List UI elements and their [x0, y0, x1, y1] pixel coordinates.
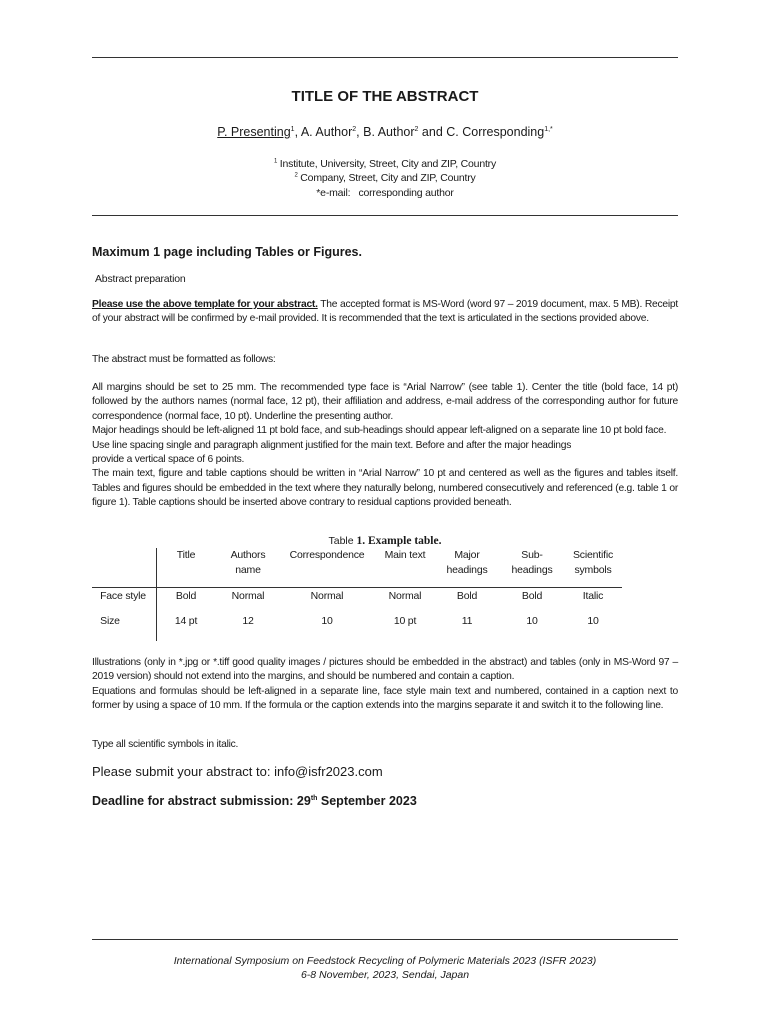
table-cell: 10 — [526, 615, 538, 627]
table-row-label-size: Size — [100, 615, 120, 627]
paragraph-italic-note: Type all scientific symbols in italic. — [92, 739, 239, 750]
table-header-title: Title — [176, 549, 196, 561]
table-header-main-text: Main text — [384, 549, 426, 561]
table-caption: Table 1. Example table. — [328, 535, 442, 547]
affiliation-1: $^1$ Institute, University, Street, City and ZIP, Country — [273, 158, 497, 170]
table-cell: Normal — [231, 590, 265, 602]
paragraph-format-intro: The abstract must be formatted as follows: — [92, 354, 276, 365]
table-header-authors: Authors name — [230, 549, 266, 576]
paragraph-format-rules: All margins should be set to 25 mm. The recommended type face is “Arial Narrow” (see table 1). Center the title (bold face, 14 pt) followed by the authors names (normal face, 12 pt), their affiliation and address, e-mail address of the corresponding author for future correspondence (normal face, 10 pt). Underline the presenting author. Major headings should be left-aligned 11 pt bold face, and sub-headings should appear left-aligned on a separate line 10 pt bold face. Use line spacing single and paragraph alignment justified for the main text. Before and after the major headings provide a vertical space of 6 points. The main text, figure and table captions should be written in “Arial Narrow” 10 pt and centered as well as the figures and tables itself. Tables and figures should be embedded in the text where they naturally belong, numbered consecutively and referenced (e.g. table 1 or figure 1). Table captions should be inserted above contrary to residual captions provided beneath. — [92, 382, 678, 509]
table-row-label-face-style: Face style — [100, 590, 146, 602]
footer-symposium: International Symposium on Feedstock Recycling of Polymeric Materials 2023 (ISFR 2023) — [173, 955, 597, 967]
table-cell: 10 — [321, 615, 333, 627]
table-cell: 10 pt — [393, 615, 417, 627]
major-heading: Maximum 1 page including Tables or Figures. — [92, 245, 362, 259]
table-cell: 11 — [461, 615, 473, 627]
table-vertical-rule — [156, 548, 157, 641]
paragraph-illustrations: Illustrations (only in *.jpg or *.tiff good quality images / pictures should be embedded in the abstract) and tables (only in MS-Word 97 – 2019 version) should not extend into the margins, and should be numbered and contain a caption. Equations and formulas should be left-aligned in a separate line, face style main text and numbered, contained in a caption next to former by using a space of 10 mm. If the formula or the caption extends into the margins separate it and switch it to the following line. — [92, 657, 678, 712]
table-cell: Normal — [310, 590, 344, 602]
sub-heading: Abstract preparation — [95, 273, 186, 285]
table-cell: Bold — [521, 590, 543, 602]
abstract-title: TITLE OF THE ABSTRACT — [291, 88, 479, 105]
affiliation-2: $^2$ Company, Street, City and ZIP, Country — [294, 172, 476, 184]
presenting-author: P. Presenting — [217, 125, 291, 139]
table-cell: 10 — [587, 615, 599, 627]
top-rule — [92, 57, 678, 58]
table-horizontal-rule — [92, 587, 622, 588]
table-header-correspondence: Correspondence — [289, 549, 365, 561]
footer-date-location: 6-8 November, 2023, Sendai, Japan — [300, 969, 470, 981]
table-cell: 12 — [242, 615, 254, 627]
deadline-line: Deadline for abstract submission: 29th September 2023 — [92, 794, 417, 808]
table-header-major-headings: Major headings — [446, 549, 488, 576]
author-line: P. Presenting$^1$, A. Author$^2$, B. Author$^2$ and C. Corresponding$^{1,*}$ — [217, 125, 553, 139]
table-header-sub-headings: Sub- headings — [511, 549, 553, 576]
table-cell: Bold — [456, 590, 478, 602]
table-cell: Normal — [388, 590, 422, 602]
table-cell: 14 pt — [174, 615, 198, 627]
paragraph-template-note: Please use the above template for your abstract. The accepted format is MS-Word (word 97 – 2019 document, max. 5 MB). Receipt of your abstract will be confirmed by e-mail provided. It is recommended that the text is articulated in the sections provided above. — [92, 299, 678, 325]
footer-rule — [92, 939, 678, 940]
header-rule — [92, 215, 678, 216]
submission-email-line: Please submit your abstract to: info@isfr2023.com — [92, 764, 383, 779]
table-header-scientific-symbols: Scientific symbols — [572, 549, 613, 576]
table-cell: Bold — [175, 590, 197, 602]
contact-email: *e-mail: corresponding author — [316, 187, 454, 199]
table-cell: Italic — [582, 590, 604, 602]
